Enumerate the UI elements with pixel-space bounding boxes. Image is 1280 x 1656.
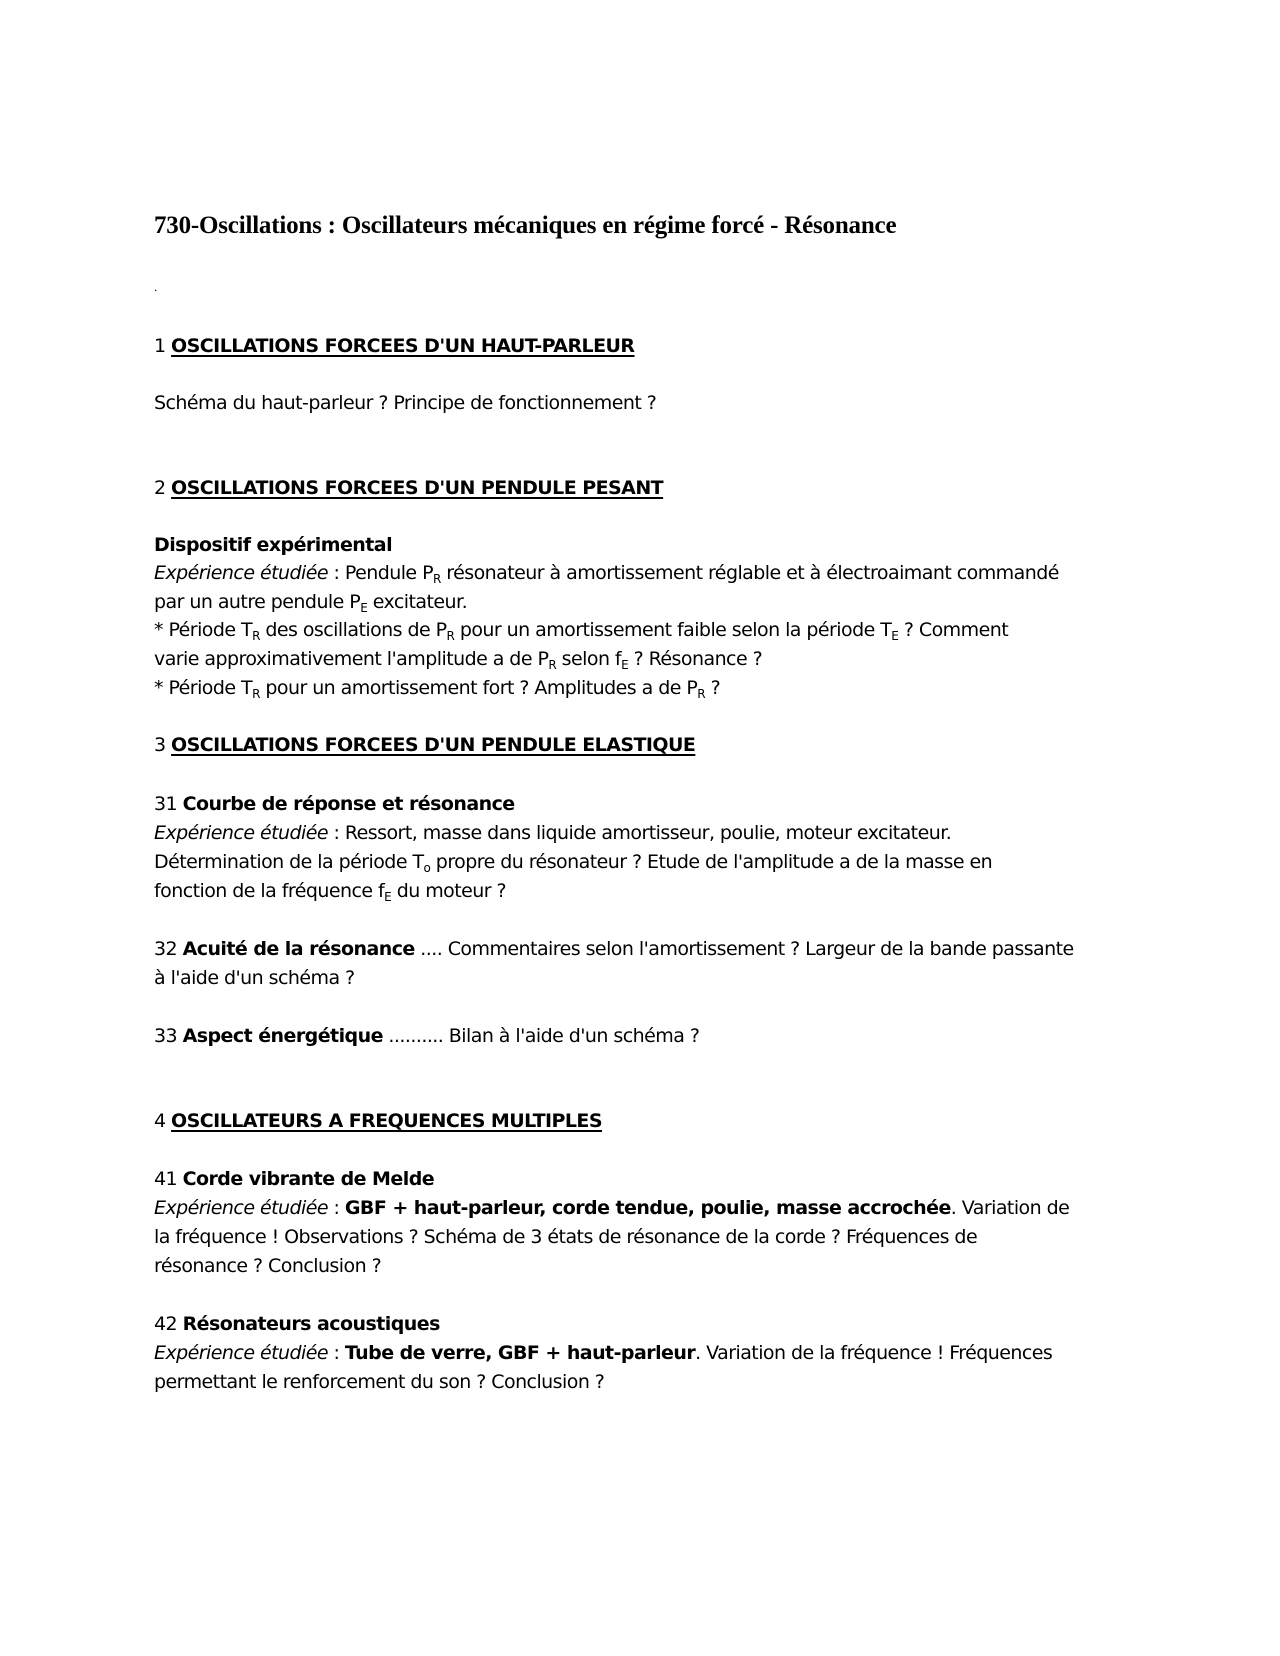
section-3-heading: 3 OSCILLATIONS FORCEES D'UN PENDULE ELASTIQUE bbox=[154, 734, 696, 756]
section-2-heading: 2 OSCILLATIONS FORCEES D'UN PENDULE PESANT bbox=[154, 477, 664, 499]
section-31-line-2: Détermination de la période $T_o$ propre du résonateur ? Etude de l'amplitude a de la masse en bbox=[154, 851, 993, 875]
section-2-line-4: varie approximativement l'amplitude a de $P_R$ selon $f_E$ ? Résonance ? bbox=[154, 648, 763, 672]
section-33-line-1: 33 Aspect énergétique .......... Bilan à l'aide d'un schéma ? bbox=[154, 1025, 700, 1047]
section-41-line-2: la fréquence ! Observations ? Schéma de 3 états de résonance de la corde ? Fréquences de bbox=[154, 1226, 978, 1248]
section-31-heading: 31 Courbe de réponse et résonance bbox=[154, 793, 515, 815]
section-42-line-2: permettant le renforcement du son ? Conclusion ? bbox=[154, 1371, 605, 1393]
section-4-heading: 4 OSCILLATEURS A FREQUENCES MULTIPLES bbox=[154, 1110, 602, 1132]
section-2-line-1: Expérience étudiée : Pendule $P_R$ résonateur à amortissement réglable et à électroaimant commandé bbox=[154, 562, 1059, 586]
section-31-line-3: fonction de la fréquence $f_E$ du moteur ? bbox=[154, 880, 507, 904]
section-32-line-2: à l'aide d'un schéma ? bbox=[154, 967, 355, 989]
page-title: 730-Oscillations : Oscillateurs mécaniques en régime forcé - Résonance bbox=[154, 212, 897, 239]
section-2-line-2: par un autre pendule $P_E$ excitateur. bbox=[154, 591, 468, 615]
section-41-line-1: Expérience étudiée : GBF + haut-parleur, corde tendue, poulie, masse accrochée. Variation de bbox=[154, 1197, 1070, 1219]
section-2-line-3: * Période $T_R$ des oscillations de $P_R$ pour un amortissement faible selon la période $T_E$ ? Comment bbox=[154, 619, 1009, 643]
section-1-text: Schéma du haut-parleur ? Principe de fonctionnement ? bbox=[154, 392, 657, 414]
section-1-heading: 1 OSCILLATIONS FORCEES D'UN HAUT-PARLEUR bbox=[154, 335, 635, 357]
section-2-subheading: Dispositif expérimental bbox=[154, 534, 393, 556]
section-2-line-5: * Période $T_R$ pour un amortissement fort ? Amplitudes a de $P_R$ ? bbox=[154, 677, 721, 701]
section-41-line-3: résonance ? Conclusion ? bbox=[154, 1255, 382, 1277]
section-41-heading: 41 Corde vibrante de Melde bbox=[154, 1168, 435, 1190]
section-42-line-1: Expérience étudiée : Tube de verre, GBF + haut-parleur. Variation de la fréquence ! Fréquences bbox=[154, 1342, 1053, 1364]
dot-mark: . bbox=[154, 280, 158, 294]
section-42-heading: 42 Résonateurs acoustiques bbox=[154, 1313, 440, 1335]
section-32-line-1: 32 Acuité de la résonance .... Commentaires selon l'amortissement ? Largeur de la bande passante bbox=[154, 938, 1074, 960]
section-31-line-1: Expérience étudiée : Ressort, masse dans liquide amortisseur, poulie, moteur excitateur. bbox=[154, 822, 952, 844]
